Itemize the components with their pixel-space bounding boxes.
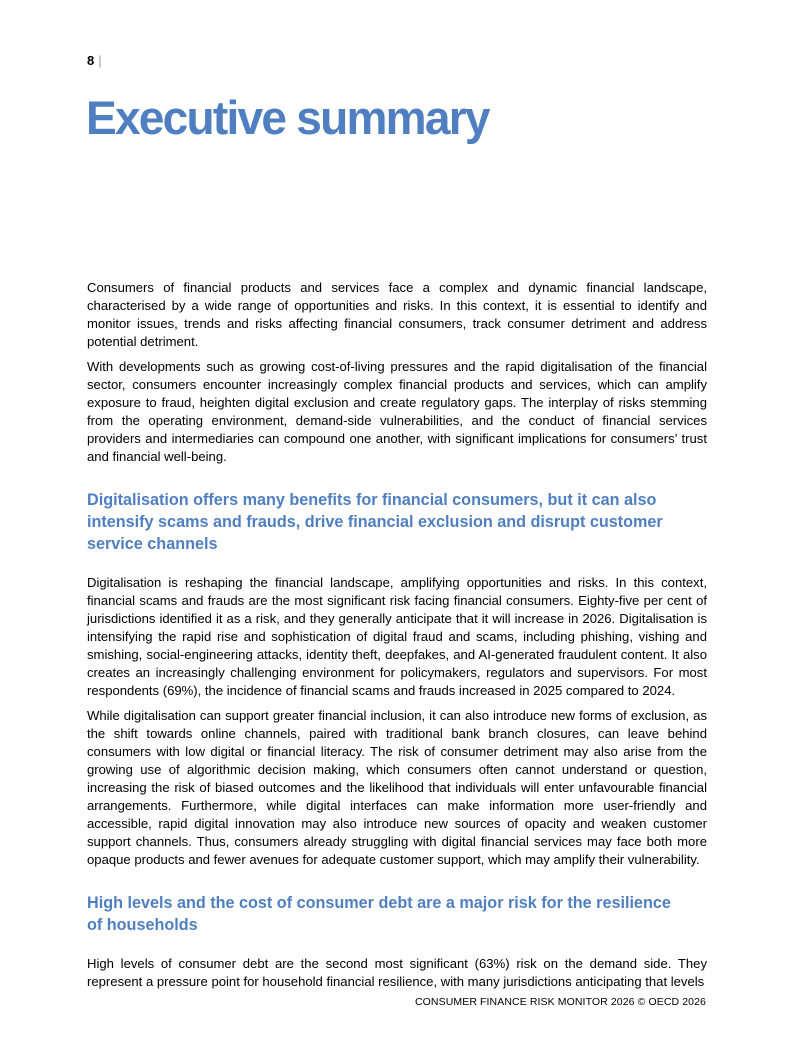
consumer-debt-paragraph-1: High levels of consumer debt are the second most significant (63%) risk on the demand side. They represent a pressure point for household financial resilience, with many jurisdictions anticipating that levels	[87, 956, 707, 989]
digitalisation-paragraph-2: While digitalisation can support greater financial inclusion, it can also introduce new forms of exclusion, as the shift towards online channels, paired with traditional bank branch closures, can leave behind consumers with low digital or financial literacy. The risk of consumer detriment may also arise from the growing use of algorithmic decision making, which consumers often cannot understand or question, increasing the risk of biased outcomes and the likelihood that individuals will enter unfavourable financial arrangements. Furthermore, while digital interfaces can make information more user-friendly and accessible, rapid digital innovation may also introduce new sources of opacity and weaken customer support channels. Thus, consumers already struggling with digital financial services may face both more opaque products and fewer avenues for adequate customer support, which may amplify their vulnerability.	[87, 708, 707, 867]
page-title: Executive summary	[86, 91, 489, 144]
intro-paragraph-2: With developments such as growing cost-of-living pressures and the rapid digitalisation of the financial sector, consumers encounter increasingly complex financial products and services, which can amplify exposure to fraud, heighten digital exclusion and create regulatory gaps. The interplay of risks stemming from the operating environment, demand-side vulnerabilities, and the conduct of financial services providers and intermediaries can compound one another, with significant implications for consumers’ trust and financial well-being.	[87, 359, 707, 464]
page-number-separator: |	[98, 53, 102, 68]
digitalisation-paragraph-1: Digitalisation is reshaping the financial landscape, amplifying opportunities and risks. In this context, financial scams and frauds are the most significant risk facing financial consumers. Eighty-five per cent of jurisdictions identified it as a risk, and they generally anticipate that it will increase in 2026. Digitalisation is intensifying the rapid rise and sophistication of digital fraud and scams, including phishing, vishing and smishing, social-engineering attacks, identity theft, deepfakes, and AI-generated fraudulent content. It also creates an increasingly challenging environment for policymakers, regulators and supervisors. For most respondents (69%), the incidence of financial scams and frauds increased in 2025 compared to 2024.	[87, 575, 707, 698]
page-number-value: 8	[87, 53, 95, 68]
page-number	[87, 53, 102, 69]
section-heading-consumer-debt: High levels and the cost of consumer debt are a major risk for the resilience of households	[87, 894, 671, 934]
main-content	[87, 279, 707, 998]
intro-paragraph-1: Consumers of financial products and services face a complex and dynamic financial landscape, characterised by a wide range of opportunities and risks. In this context, it is essential to identify and monitor issues, trends and risks affecting financial consumers, track consumer detriment and address potential detriment.	[87, 280, 707, 349]
section-heading-digitalisation: Digitalisation offers many benefits for financial consumers, but it can also intensify scams and frauds, drive financial exclusion and disrupt customer service channels	[87, 491, 663, 553]
page-footer: CONSUMER FINANCE RISK MONITOR 2026 © OECD 2026	[414, 996, 706, 1008]
